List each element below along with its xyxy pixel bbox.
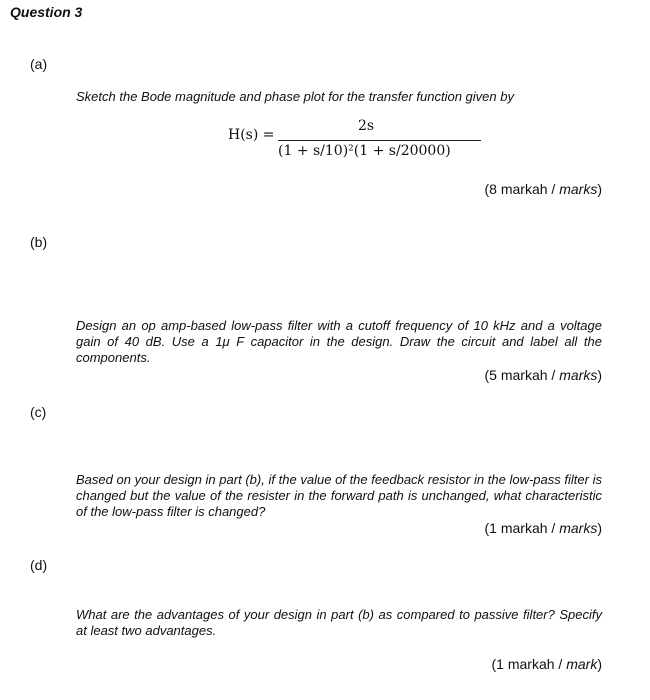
fraction-bar (278, 140, 481, 141)
part-d-marks: (1 markah / mark) (491, 656, 602, 672)
part-d-label: (d) (30, 557, 48, 573)
equation-denominator: (1 + s/10)²(1 + s/20000) (278, 143, 451, 159)
part-a-text: Sketch the Bode magnitude and phase plot for the transfer function given by (76, 89, 514, 104)
part-a-marks: (8 markah / marks) (484, 181, 602, 197)
part-b-marks: (5 markah / marks) (484, 367, 602, 383)
part-c-text: Based on your design in part (b), if the value of the feedback resistor in the low-pass filter is changed but the value of the resister in the forward path is unchanged, what characteristic of the low-pass filter is changed? (76, 472, 602, 519)
question-title: Question 3 (10, 4, 83, 20)
equation-numerator: 2s (358, 118, 375, 134)
part-c-marks: (1 markah / marks) (484, 520, 602, 536)
transfer-function-equation (228, 118, 488, 164)
part-a-label: (a) (30, 56, 48, 72)
part-b-label: (b) (30, 234, 48, 250)
part-b-text: Design an op amp-based low-pass filter with a cutoff frequency of 10 kHz and a voltage gain of 40 dB. Use a 1μ F capacitor in the design. Draw the circuit and label all the components. (76, 318, 602, 365)
part-c-label: (c) (30, 404, 47, 420)
part-d-text: What are the advantages of your design in part (b) as compared to passive filter? Specify at least two advantages. (76, 607, 602, 638)
equation-lhs: H(s) = (228, 127, 275, 143)
